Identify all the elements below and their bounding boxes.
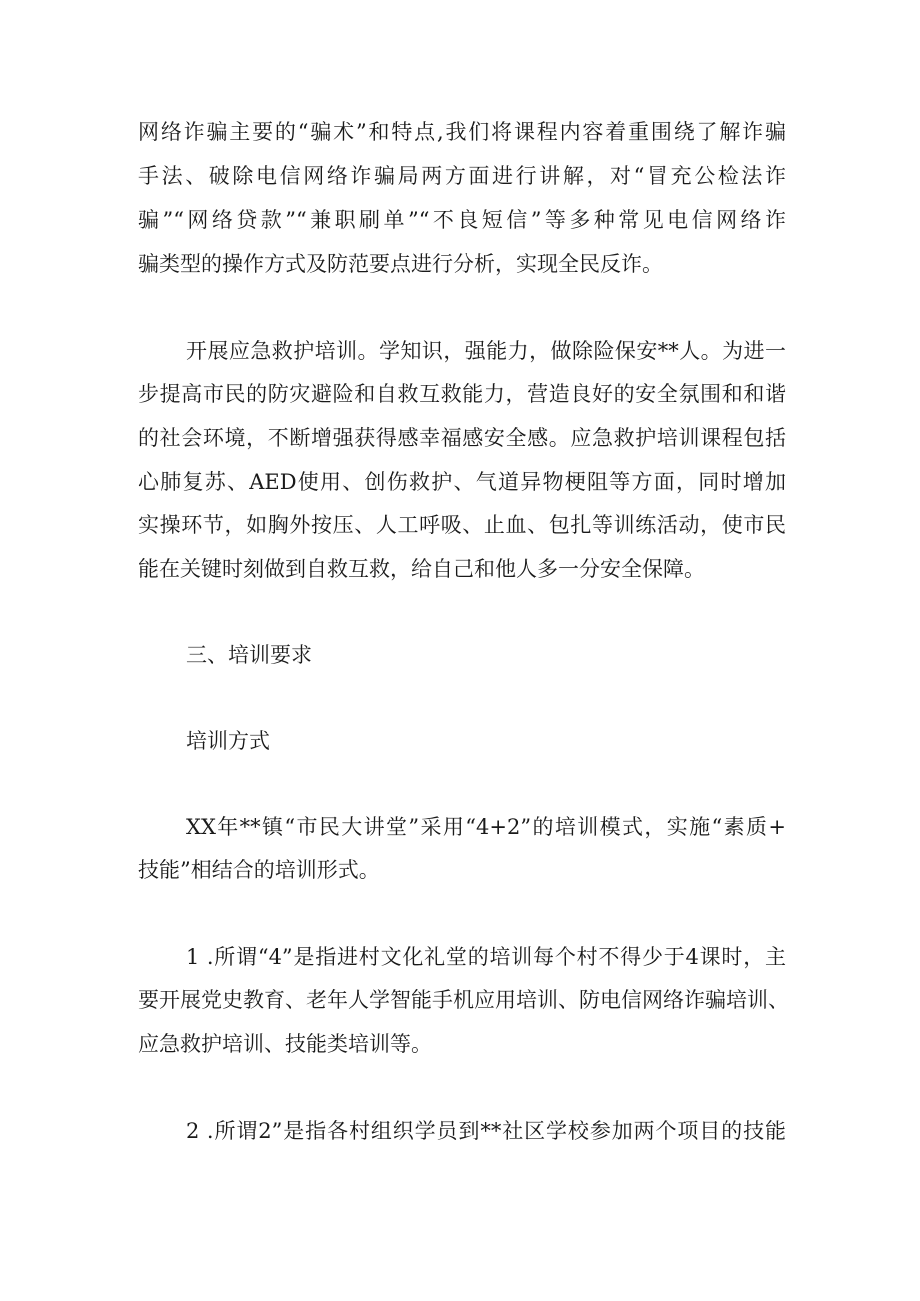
text-line: XX年**镇“市民大讲堂”采用“4+2”的培训模式，实施“素质+ bbox=[186, 815, 786, 839]
text-line: 实操环节，如胸外按压、人工呼吸、止血、包扎等训练活动，使市民 bbox=[138, 513, 786, 537]
section-heading: 三、培训要求 bbox=[186, 643, 312, 667]
list-item-text: 应急救护培训、技能类培训等。 bbox=[138, 1032, 432, 1056]
text-line: 骗”“网络贷款”“兼职刷单”“不良短信”等多种常见电信网络诈 bbox=[138, 208, 786, 232]
text-line: 手法、破除电信网络诈骗局两方面进行讲解，对“冒充公检法诈 bbox=[138, 164, 786, 188]
text-line: 技能”相结合的培训形式。 bbox=[138, 858, 380, 882]
text-line: 心肺复苏、AED使用、创伤救护、气道异物梗阻等方面，同时增加 bbox=[138, 470, 786, 494]
list-item-text: 要开展党史教育、老年人学智能手机应用培训、防电信网络诈骗培训、 bbox=[138, 988, 789, 1012]
text-line: 网络诈骗主要的“骗术”和特点,我们将课程内容着重围绕了解诈骗 bbox=[138, 120, 786, 144]
text-line: 开展应急救护培训。学知识，强能力，做除险保安**人。为进一 bbox=[186, 339, 786, 363]
text-line: 骗类型的操作方式及防范要点进行分析，实现全民反诈。 bbox=[138, 252, 663, 276]
subsection-heading: 培训方式 bbox=[186, 729, 270, 753]
text-line: 能在关键时刻做到自救互救，给自己和他人多一分安全保障。 bbox=[138, 557, 705, 581]
list-item-text: 2 .所谓2”是指各村组织学员到**社区学校参加两个项目的技能 bbox=[186, 1119, 786, 1143]
list-item-text: 1 .所谓“4”是指进村文化礼堂的培训每个村不得少于4课时，主 bbox=[186, 945, 786, 969]
text-line: 步提高市民的防灾避险和自救互救能力，营造良好的安全氛围和和谐 bbox=[138, 382, 786, 406]
text-line: 的社会环境，不断增强获得感幸福感安全感。应急救护培训课程包括 bbox=[138, 426, 786, 450]
